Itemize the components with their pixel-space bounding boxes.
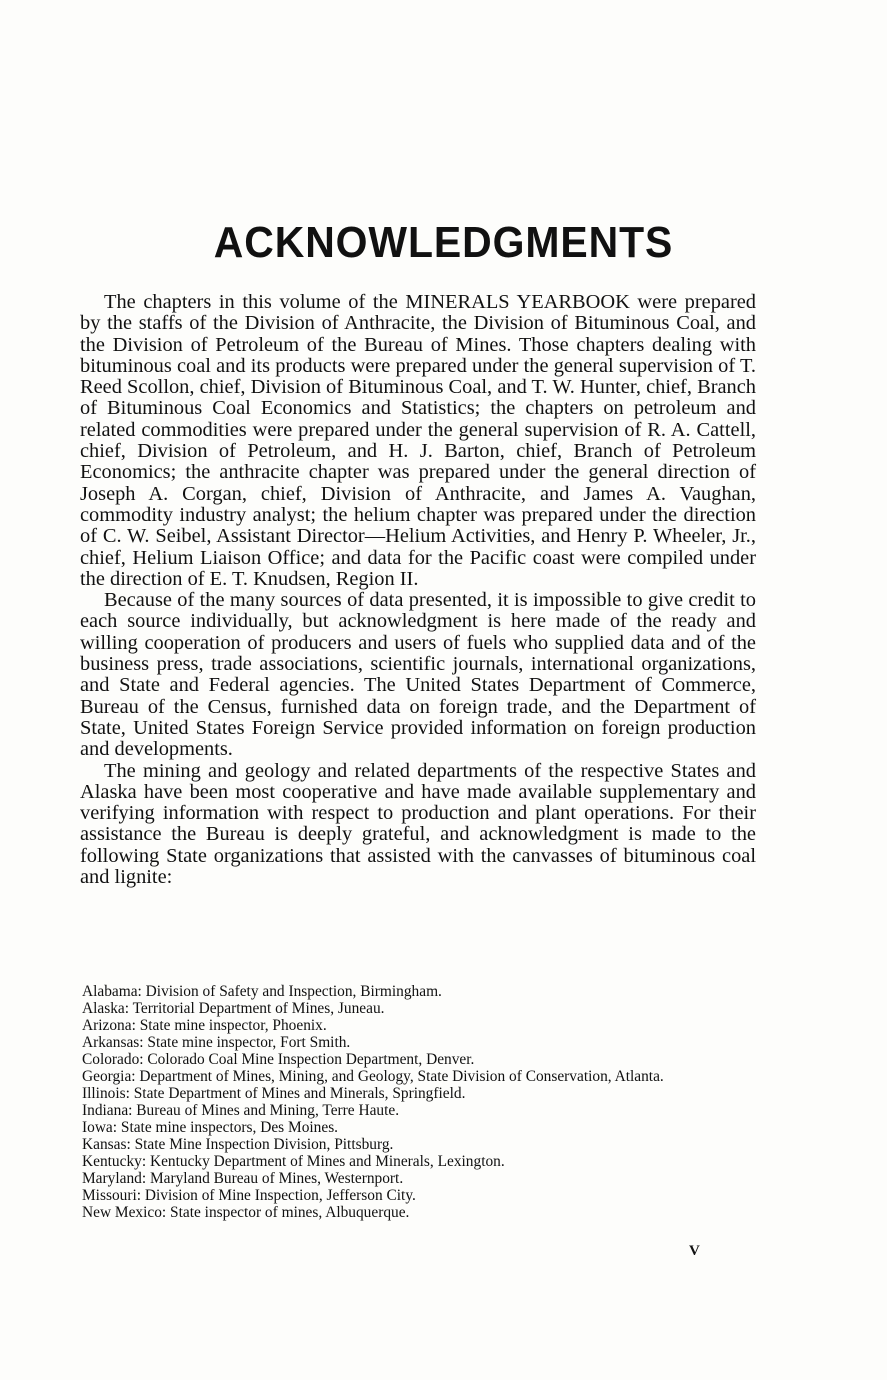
list-item: Missouri: Division of Mine Inspection, Jefferson City. [82,1187,416,1204]
state-organizations-list [82,983,758,1221]
list-item: Arkansas: State mine inspector, Fort Smith. [82,1034,351,1051]
list-item: New Mexico: State inspector of mines, Albuquerque. [82,1204,410,1221]
paragraph-chapters: The chapters in this volume of the MINERALS YEARBOOK were prepared by the staffs of the Division of Anthracite, the Division of Bituminous Coal, and the Division of Petroleum of the Bureau of Mines. Those chapters dealing with bituminous coal and its products were prepared under the general supervision of T. Reed Scollon, chief, Division of Bituminous Coal, and T. W. Hunter, chief, Branch of Bituminous Coal Economics and Statistics; the chapters on petroleum and related commodities were prepared under the general supervision of R. A. Cattell, chief, Division of Petroleum, and H. J. Barton, chief, Branch of Petroleum Economics; the anthracite chapter was prepared under the general direction of Joseph A. Corgan, chief, Division of Anthracite, and James A. Vaughan, commodity industry analyst; the helium chapter was prepared under the direction of C. W. Seibel, Assistant Director—Helium Activities, and Henry P. Wheeler, Jr., chief, Helium Liaison Office; and data for the Pacific coast were compiled under the direction of E. T. Knudsen, Region II. [80,291,756,590]
list-item: Indiana: Bureau of Mines and Mining, Terre Haute. [82,1102,400,1119]
list-item: Kentucky: Kentucky Department of Mines and Minerals, Lexington. [82,1153,505,1170]
paragraph-state-departments: The mining and geology and related departments of the respective States and Alaska have been most cooperative and have made available supplementary and verifying information with respect to production and plant operations. For their assistance the Bureau is deeply grateful, and acknowledgment is made to the following State organizations that assisted with the canvasses of bituminous coal and lignite: [80,759,756,889]
list-item: Iowa: State mine inspectors, Des Moines. [82,1119,339,1136]
list-item: Kansas: State Mine Inspection Division, Pittsburg. [82,1136,394,1153]
paragraph-sources: Because of the many sources of data presented, it is impossible to give credit to each source individually, but acknowledgment is here made of the ready and willing cooperation of producers and users of fuels who supplied data and of the business press, trade associations, scientific journals, international organizations, and State and Federal agencies. The United States Department of Commerce, Bureau of the Census, furnished data on foreign trade, and the Department of State, United States Foreign Service provided information on foreign production and developments. [80,589,756,761]
body-text [80,292,756,888]
list-item: Colorado: Colorado Coal Mine Inspection Department, Denver. [82,1051,475,1068]
list-item: Alaska: Territorial Department of Mines, Juneau. [82,1000,385,1017]
list-item: Illinois: State Department of Mines and Minerals, Springfield. [82,1085,466,1102]
list-item: Alabama: Division of Safety and Inspection, Birmingham. [82,983,442,1000]
page-title: ACKNOWLEDGMENTS [213,218,674,267]
list-item: Georgia: Department of Mines, Mining, and Geology, State Division of Conservation, Atlanta. [82,1068,664,1085]
list-item: Arizona: State mine inspector, Phoenix. [82,1017,327,1034]
list-item: Maryland: Maryland Bureau of Mines, Westernport. [82,1170,404,1187]
page-number: V [689,1243,700,1259]
